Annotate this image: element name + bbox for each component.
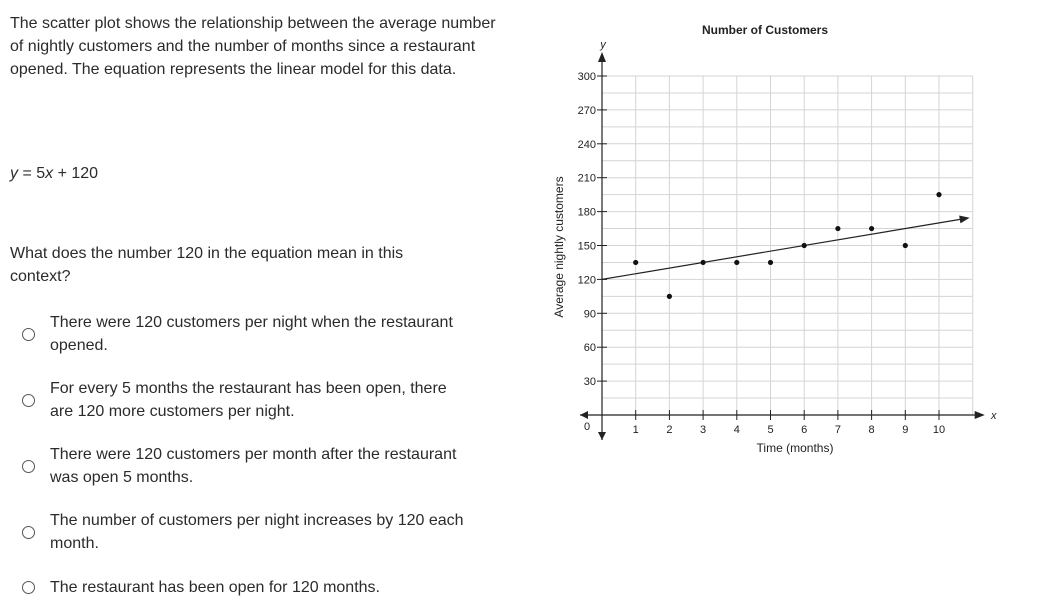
y-tick-label: 60 [583, 342, 596, 355]
y-tick-label: 270 [577, 104, 596, 117]
data-point [802, 243, 807, 248]
radio-button[interactable] [22, 328, 35, 341]
y-tick-label: 180 [577, 206, 596, 219]
x-tick-label: 5 [767, 424, 774, 436]
radio-button[interactable] [22, 526, 35, 539]
chart-svg [545, 15, 1025, 465]
equation-mid: = 5 [18, 165, 46, 182]
radio-button[interactable] [22, 460, 35, 473]
trend-line [602, 218, 968, 279]
trend-line-group [602, 218, 968, 279]
intro-text: The scatter plot shows the relationship between the average number of nightly customers and the number of months since a restaurant opened. The equation represents the linear model for this data. [10, 15, 496, 78]
choice-label[interactable]: The restaurant has been open for 120 months. [50, 579, 380, 596]
y-axis-label: Average nightly customers [552, 176, 566, 318]
chart-title: Number of Customers [701, 23, 829, 37]
x-axis-label: Time (months) [756, 441, 834, 455]
x-tick-label: 3 [700, 424, 707, 436]
data-point [869, 226, 874, 231]
data-point [835, 226, 840, 231]
x-tick-label: 9 [902, 424, 909, 436]
y-tick-label: 150 [577, 240, 596, 253]
data-point [768, 260, 773, 265]
equation-rhs: + 120 [53, 165, 99, 182]
data-point [633, 260, 638, 265]
data-point [734, 260, 739, 265]
choice-2[interactable] [22, 377, 502, 423]
x-tick-label: 2 [666, 424, 673, 436]
data-point [936, 192, 941, 197]
radio-button[interactable] [22, 581, 35, 594]
data-point [903, 243, 908, 248]
choice-3[interactable] [22, 443, 502, 489]
y-tick-label: 30 [583, 376, 596, 389]
y-axis-down-arrow [598, 432, 606, 440]
choice-label[interactable]: For every 5 months the restaurant has been open, there are 120 more customers per night. [50, 380, 447, 420]
x-axis-letter: x [991, 410, 997, 422]
data-point [667, 294, 672, 299]
origin-label: 0 [583, 421, 591, 433]
radio-button[interactable] [22, 394, 35, 407]
x-tick-label: 1 [632, 424, 639, 436]
chart-grid [602, 76, 973, 415]
x-tick-label: 6 [801, 424, 808, 436]
y-axis-letter: y [600, 39, 606, 51]
x-tick-label: 10 [932, 424, 946, 436]
y-tick-label: 90 [583, 308, 596, 321]
question-text: What does the number 120 in the equation mean in this context? [10, 245, 404, 285]
x-tick-label: 8 [868, 424, 875, 436]
choice-4[interactable] [22, 509, 502, 555]
x-axis-left-arrow [580, 411, 588, 419]
choice-label[interactable]: The number of customers per night increases by 120 each month. [50, 512, 464, 552]
y-tick-label: 210 [577, 172, 596, 185]
y-tick-label: 300 [577, 71, 596, 83]
choice-label[interactable]: There were 120 customers per night when the restaurant opened. [50, 314, 453, 354]
x-tick-label: 7 [834, 424, 841, 436]
x-tick-label: 4 [733, 424, 740, 436]
equation [10, 162, 98, 185]
choice-5[interactable] [22, 576, 502, 599]
equation-y: y [10, 165, 18, 182]
y-tick-label: 240 [577, 138, 596, 151]
chart-axes [577, 54, 983, 440]
y-tick-label: 120 [577, 274, 596, 287]
scatter-chart [545, 15, 1025, 465]
data-point [701, 260, 706, 265]
choice-1[interactable] [22, 311, 502, 357]
choice-label[interactable]: There were 120 customers per month after the restaurant was open 5 months. [50, 446, 457, 486]
equation-x: x [45, 165, 54, 182]
